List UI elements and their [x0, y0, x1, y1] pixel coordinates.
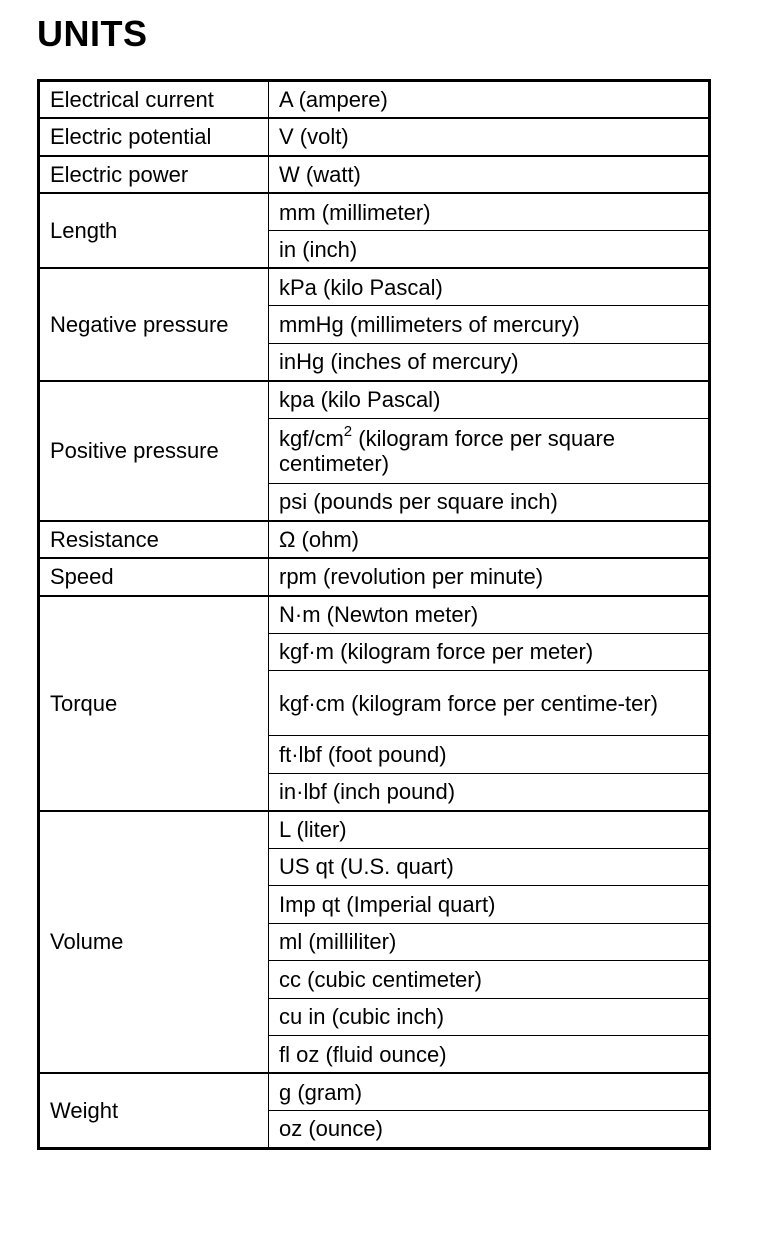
table-row [39, 268, 710, 306]
unit-cell: A (ampere) [269, 81, 710, 119]
unit-cell: kgf·cm (kilogram force per centime-ter) [269, 671, 710, 736]
unit-cell: fl oz (fluid ounce) [269, 1036, 710, 1074]
quantity-cell: Torque [39, 596, 269, 811]
quantity-cell: Electric potential [39, 118, 269, 156]
unit-cell: V (volt) [269, 118, 710, 156]
unit-cell: kgf·m (kilogram force per meter) [269, 633, 710, 671]
unit-cell [269, 418, 710, 483]
unit-cell: cu in (cubic inch) [269, 998, 710, 1036]
unit-cell: mm (millimeter) [269, 193, 710, 231]
unit-cell: Imp qt (Imperial quart) [269, 886, 710, 924]
units-table [37, 79, 711, 1150]
unit-cell: kPa (kilo Pascal) [269, 268, 710, 306]
unit-cell: L (liter) [269, 811, 710, 849]
unit-cell: oz (ounce) [269, 1111, 710, 1149]
unit-cell: kpa (kilo Pascal) [269, 381, 710, 419]
unit-cell: N·m (Newton meter) [269, 596, 710, 634]
unit-cell: ft·lbf (foot pound) [269, 736, 710, 774]
quantity-cell: Speed [39, 558, 269, 596]
table-row [39, 596, 710, 634]
table-row [39, 811, 710, 849]
table-row [39, 1073, 710, 1111]
quantity-cell: Weight [39, 1073, 269, 1148]
quantity-cell: Resistance [39, 521, 269, 559]
quantity-cell: Negative pressure [39, 268, 269, 381]
unit-cell: cc (cubic centimeter) [269, 961, 710, 999]
table-row [39, 521, 710, 559]
quantity-cell: Electric power [39, 156, 269, 194]
unit-cell: US qt (U.S. quart) [269, 848, 710, 886]
page-title: UNITS [37, 13, 148, 54]
unit-cell: ml (milliliter) [269, 923, 710, 961]
table-row [39, 81, 710, 119]
unit-cell: inHg (inches of mercury) [269, 343, 710, 381]
table-row [39, 118, 710, 156]
unit-cell: psi (pounds per square inch) [269, 483, 710, 521]
quantity-cell: Positive pressure [39, 381, 269, 521]
unit-cell: Ω (ohm) [269, 521, 710, 559]
unit-cell: in·lbf (inch pound) [269, 773, 710, 811]
unit-text: kgf/cm [279, 425, 344, 451]
quantity-cell: Volume [39, 811, 269, 1074]
table-row [39, 381, 710, 419]
quantity-cell: Electrical current [39, 81, 269, 119]
quantity-cell: Length [39, 193, 269, 268]
unit-cell: g (gram) [269, 1073, 710, 1111]
unit-cell: rpm (revolution per minute) [269, 558, 710, 596]
unit-cell: W (watt) [269, 156, 710, 194]
unit-cell: mmHg (millimeters of mercury) [269, 306, 710, 344]
table-row [39, 558, 710, 596]
unit-cell: in (inch) [269, 231, 710, 269]
unit-text: (kilogram force per square centimeter) [279, 425, 616, 476]
table-row [39, 193, 710, 231]
table-row [39, 156, 710, 194]
superscript: 2 [343, 423, 353, 441]
